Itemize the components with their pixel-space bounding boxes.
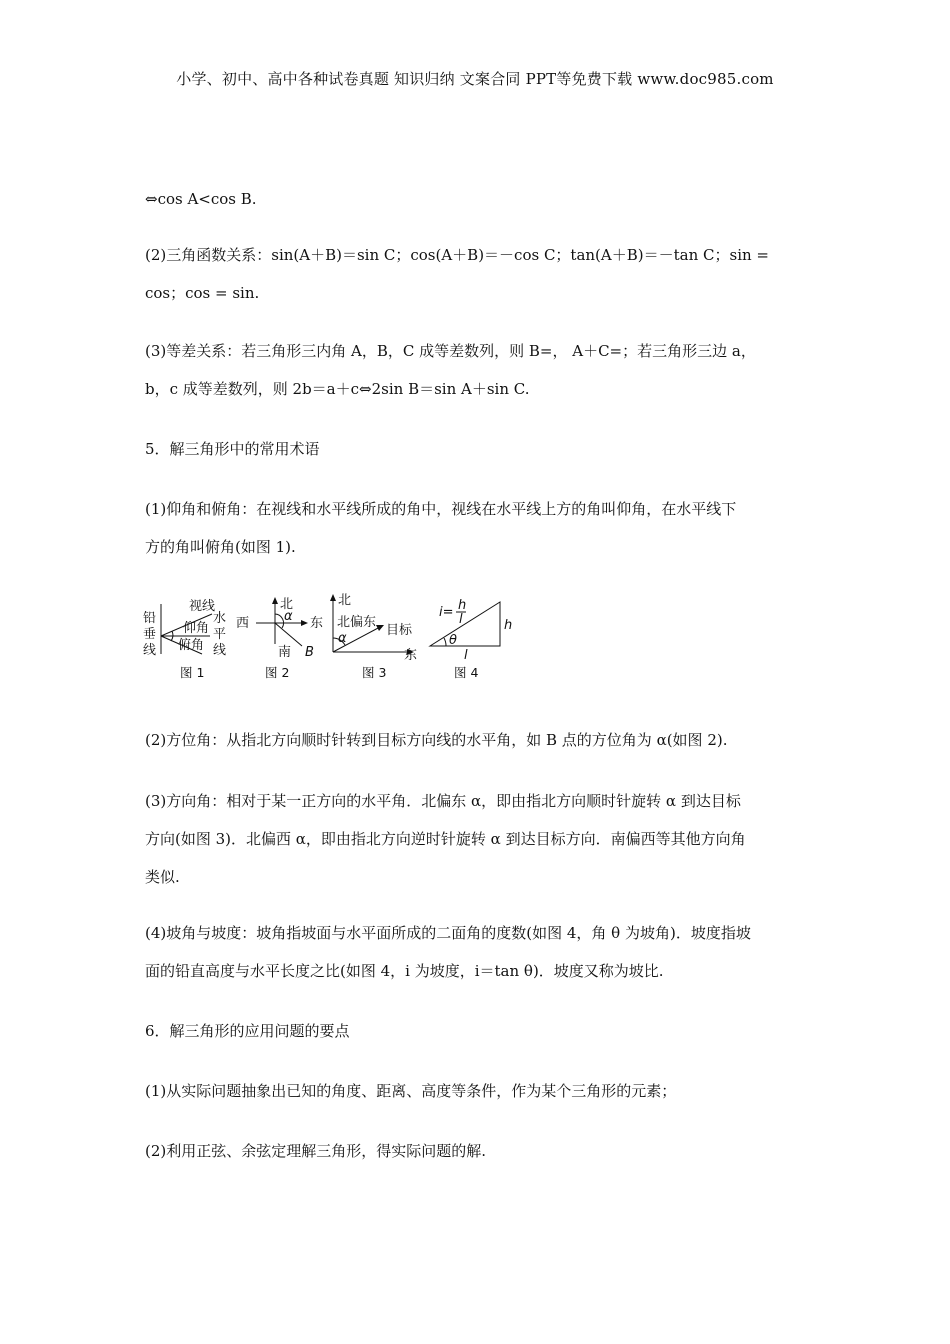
- fig3-east-label: 东: [404, 648, 418, 663]
- text-line: 方向(如图 3)．北偏西 α，即由指北方向逆时针旋转 α 到达目标方向．南偏西等其他方向角: [145, 830, 746, 848]
- fig1-horizontal-char2: 平: [213, 627, 227, 642]
- fig4-i-eq-label: i=: [439, 605, 454, 620]
- fig2-alpha-label: α: [284, 609, 293, 624]
- fig1-horizontal-char1: 水: [213, 611, 227, 626]
- paragraph-key-point-2: [145, 1132, 810, 1170]
- fig3-alpha-label: α: [338, 631, 347, 646]
- fig4-h-numerator: h: [458, 598, 467, 613]
- paragraph-elevation-depression: [145, 490, 810, 566]
- text-line: ⇔cos A<cos B.: [145, 190, 257, 208]
- figures-row: [140, 592, 520, 682]
- text-line: 面的铅直高度与水平长度之比(如图 4，i 为坡度，i＝tan θ)．坡度又称为坡比.: [145, 962, 664, 980]
- page-header: 小学、初中、高中各种试卷真题 知识归纳 文案合同 PPT等免费下载 www.doc985.com: [176, 70, 774, 88]
- paragraph-direction-angle: [145, 782, 810, 896]
- fig2-caption: 图 2: [265, 665, 290, 680]
- fig2-west-label: 西: [236, 616, 250, 631]
- text-line: (2)方位角：从指北方向顺时针转到目标方向线的水平角，如 B 点的方位角为 α(如图 2).: [145, 731, 728, 749]
- figure-1: [143, 598, 226, 680]
- figure-2: [236, 597, 323, 680]
- fig1-vertical-char1: 铅: [143, 611, 157, 626]
- fig4-l-denominator: l: [459, 612, 463, 627]
- text-line: (1)从实际问题抽象出已知的角度、距离、高度等条件，作为某个三角形的元素；: [145, 1082, 677, 1100]
- paragraph-azimuth: [145, 721, 810, 759]
- paragraph-arithmetic-relation: [145, 332, 810, 408]
- section-heading-5: [145, 430, 810, 468]
- fig2-south-label: 南: [278, 645, 292, 660]
- fig2-point-label: B: [305, 645, 314, 660]
- text-line: 类似.: [145, 868, 180, 886]
- figure-4: [430, 598, 512, 680]
- fig2-north-label: 北: [280, 597, 294, 612]
- fig3-target-label: 目标: [386, 623, 413, 638]
- heading-text: 5．解三角形中的常用术语: [145, 440, 320, 458]
- figures-svg: [140, 592, 520, 682]
- text-line: (3)方向角：相对于某一正方向的水平角．北偏东 α，即由指北方向顺时针旋转 α 到达目标: [145, 792, 741, 810]
- heading-text: 6．解三角形的应用问题的要点: [145, 1022, 350, 1040]
- paragraph-slope: [145, 914, 810, 990]
- fig3-north-label: 北: [338, 593, 352, 608]
- fig2-east-label: 东: [310, 616, 324, 631]
- fig1-caption: 图 1: [180, 665, 205, 680]
- figure-3: [330, 593, 417, 680]
- fig3-caption: 图 3: [362, 665, 387, 680]
- paragraph-trig-relations: [145, 236, 810, 312]
- paragraph-cos-relation: [145, 180, 810, 218]
- fig1-vertical-char2: 垂: [143, 627, 157, 642]
- text-line: (4)坡角与坡度：坡角指坡面与水平面所成的二面角的度数(如图 4，角 θ 为坡角)．坡度指坡: [145, 924, 751, 942]
- fig4-theta-label: θ: [449, 633, 457, 648]
- fig4-l-side-label: l: [464, 648, 468, 663]
- fig1-horizontal-char3: 线: [213, 643, 227, 658]
- text-line: (2)利用正弦、余弦定理解三角形，得实际问题的解.: [145, 1142, 487, 1160]
- fig4-caption: 图 4: [454, 665, 479, 680]
- text-line: b，c 成等差数列，则 2b＝a＋c⇔2sin B＝sin A＋sin C.: [145, 380, 530, 398]
- fig1-depression-label: 俯角: [178, 638, 205, 653]
- fig4-h-side-label: h: [504, 618, 513, 633]
- fig1-vertical-char3: 线: [143, 643, 157, 658]
- text-line: (2)三角函数关系：sin(A＋B)＝sin C；cos(A＋B)＝－cos C；tan(A＋B)＝－tan C；sin =: [145, 246, 769, 264]
- paragraph-key-point-1: [145, 1072, 810, 1110]
- text-line: (1)仰角和俯角：在视线和水平线所成的角中，视线在水平线上方的角叫仰角，在水平线下: [145, 500, 737, 518]
- text-line: 方的角叫俯角(如图 1).: [145, 538, 296, 556]
- fig1-elevation-label: 仰角: [183, 621, 210, 636]
- text-line: (3)等差关系：若三角形三内角 A，B，C 成等差数列，则 B=， A＋C=；若三角形三边 a，: [145, 342, 756, 360]
- text-line: cos；cos = sin.: [145, 284, 260, 302]
- section-heading-6: [145, 1012, 810, 1050]
- fig1-sight-label: 视线: [189, 599, 216, 614]
- fig3-northeast-label: 北偏东: [337, 615, 377, 630]
